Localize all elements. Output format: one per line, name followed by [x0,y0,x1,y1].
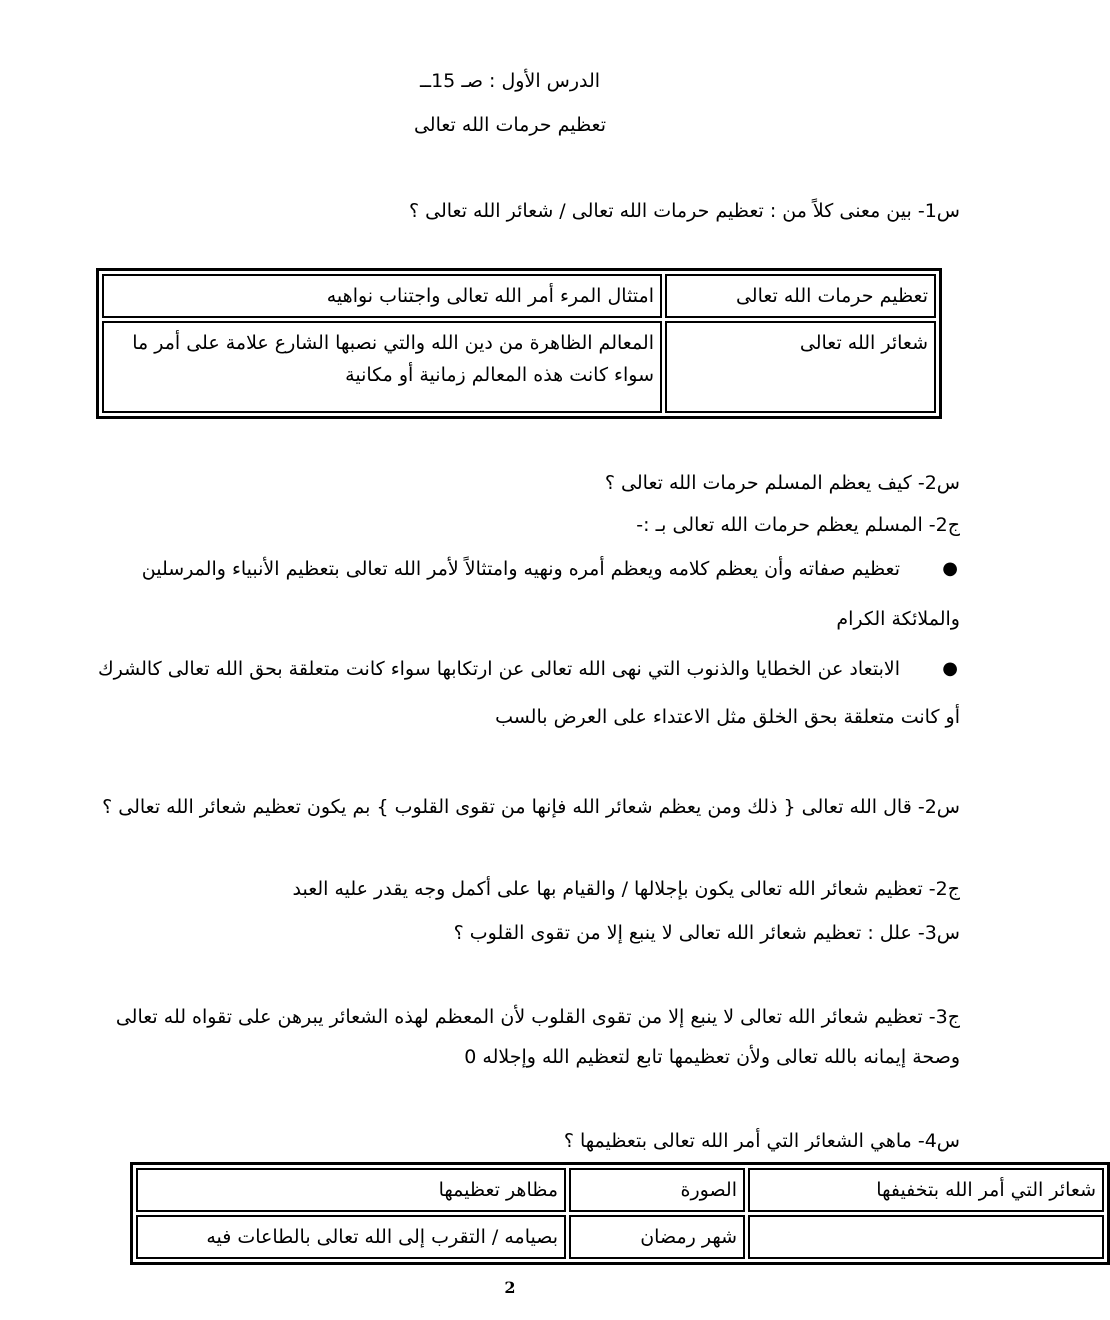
bullet-item-1-line-1: تعظيم صفاته وأن يعظم كلامه ويعظم أمره ونهيه وامتثالاً لأمر الله تعالى بتعظيم الأنبياء والمرسلين [141,558,900,580]
question-3: س3- علل : تعظيم شعائر الله تعالى لا ينبع إلا من تقوى القلوب ؟ [453,922,960,944]
manifestations-cell: بصيامه / التقرب إلى الله تعالى بالطاعات فيه [136,1215,566,1259]
table-row [102,274,936,318]
question-1: س1- بين معنى كلاً من : تعظيم حرمات الله تعالى / شعائر الله تعالى ؟ [409,200,960,222]
definitions-table [96,268,942,419]
header-form: الصورة [569,1168,745,1212]
meaning-line: سواء كانت هذه المعالم زمانية أو مكانية [345,364,654,386]
answer-3-line-2: وصحة إيمانه بالله تعالى ولأن تعظيمها تابع لتعظيم الله وإجلاله 0 [464,1046,960,1068]
term-cell: تعظيم حرمات الله تعالى [665,274,936,318]
table-header-row [136,1168,1104,1212]
table-row [102,321,936,413]
page-number: 2 [504,1278,516,1297]
header-rites: شعائر التي أمر الله بتخفيفها [748,1168,1104,1212]
header-manifestations: مظاهر تعظيمها [136,1168,566,1212]
question-4: س4- ماهي الشعائر التي أمر الله تعالى بتعظيمها ؟ [563,1130,960,1152]
bullet-icon: ● [942,558,958,579]
lesson-title: تعظيم حرمات الله تعالى [413,114,607,136]
answer-2b: ج2- تعظيم شعائر الله تعالى يكون بإجلالها / والقيام بها على أكمل وجه يقدر عليه العبد [292,878,960,900]
meaning-cell: امتثال المرء أمر الله تعالى واجتناب نواهيه [102,274,662,318]
answer-2-intro: ج2- المسلم يعظم حرمات الله تعالى بـ :- [636,514,960,536]
bullet-item-1-line-2: والملائكة الكرام [836,608,960,630]
form-cell: شهر رمضان [569,1215,745,1259]
term-cell: شعائر الله تعالى [665,321,936,413]
rites-table [130,1162,1110,1265]
question-2: س2- كيف يعظم المسلم حرمات الله تعالى ؟ [604,472,960,494]
question-2b: س2- قال الله تعالى { ذلك ومن يعظم شعائر الله فإنها من تقوى القلوب } بم يكون تعظيم شعائر الله تعالى ؟ [102,796,960,818]
meaning-line: المعالم الظاهرة من دين الله والتي نصبها الشارع علامة على أمر ما [132,332,654,354]
bullet-item-2-line-2: أو كانت متعلقة بحق الخلق مثل الاعتداء على العرض بالسب [495,706,960,728]
bullet-item-2-line-1: الابتعاد عن الخطايا والذنوب التي نهى الله تعالى عن ارتكابها سواء كانت متعلقة بحق الله تعالى كالشرك [98,658,900,680]
lesson-heading: الدرس الأول : صـ 15ــ [419,70,601,92]
answer-3-line-1: ج3- تعظيم شعائر الله تعالى لا ينبع إلا من تقوى القلوب لأن المعظم لهذه الشعائر يبرهن على تقواه لله تعالى [115,1006,960,1028]
meaning-cell [102,321,662,413]
bullet-icon: ● [942,658,958,679]
rites-cell [748,1215,1104,1259]
table-row [136,1215,1104,1259]
